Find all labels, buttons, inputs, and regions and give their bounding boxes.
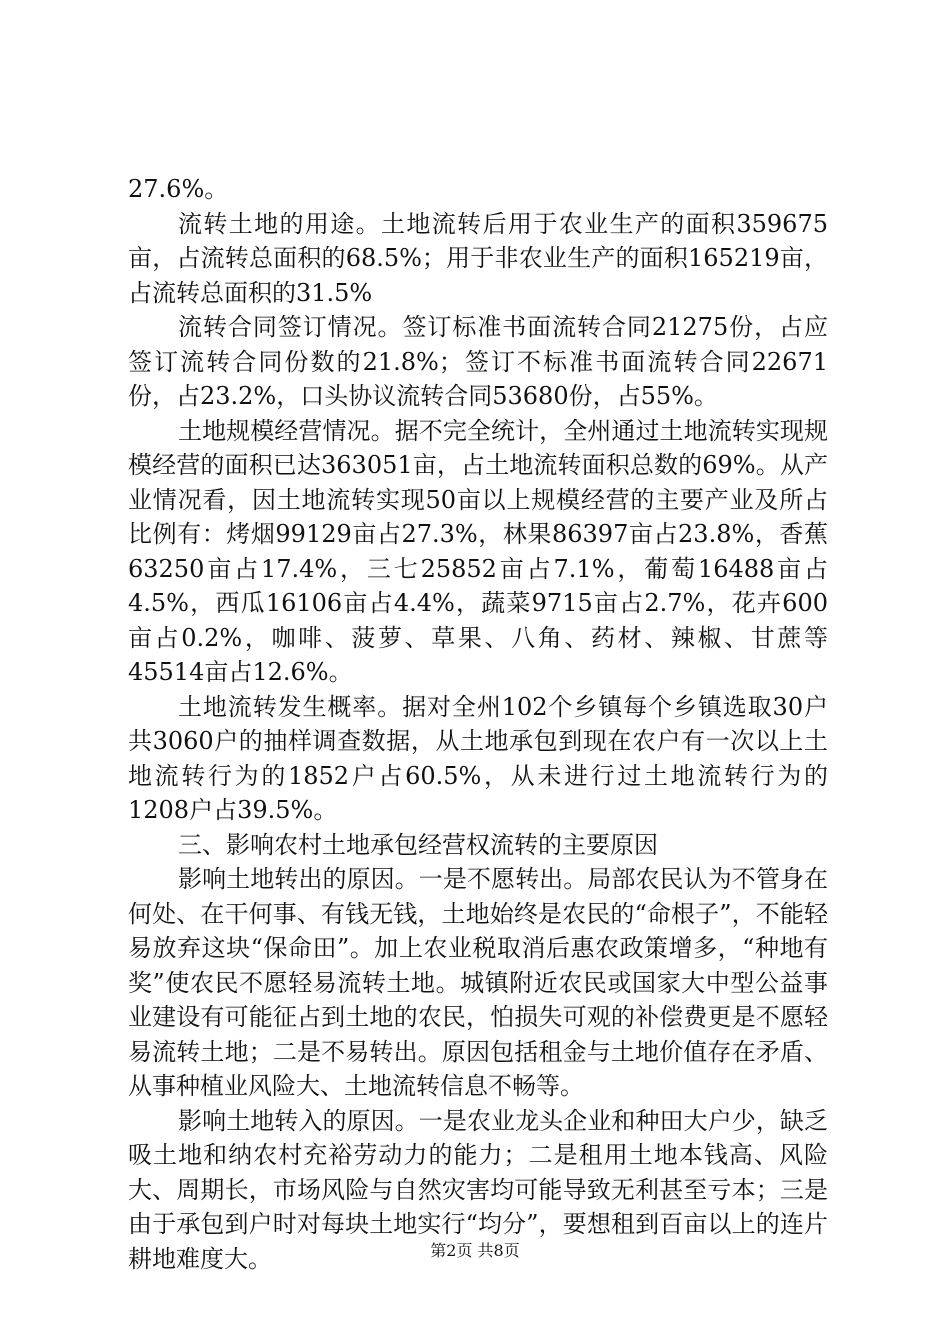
- paragraph-land-use: 流转土地的用途。土地流转后用于农业生产的面积359675亩，占流转总面积的68.5%；用于非农业生产的面积165219亩，占流转总面积的31.5%: [128, 209, 828, 307]
- paragraph-scale-operation: 土地规模经营情况。据不完全统计，全州通过土地流转实现规模经营的面积已达363051亩，占土地流转面积总数的69%。从产业情况看，因土地流转实现50亩以上规模经营的主要产业及所占比例有：烤烟99129亩占27.3%，林果86397亩占23.8%，香蕉63250亩占17.4%，三七25852亩占7.1%，葡萄16488亩占4.5%，西瓜16106亩占4.4%，蔬菜9715亩占2.7%，花卉600亩占0.2%，咖啡、菠萝、草果、八角、药材、辣椒、甘蔗等45514亩占12.6%。: [128, 416, 828, 686]
- paragraph-transfer-in-reasons: 影响土地转入的原因。一是农业龙头企业和种田大户少，缺乏吸土地和纳农村充裕劳动力的能力；二是租用土地本钱高、风险大、周期长，市场风险与自然灾害均可能导致无利甚至亏本；三是由于承包到户时对每块土地实行“均分”，要想租到百亩以上的连片耕地难度大。: [128, 1106, 828, 1273]
- paragraph-transfer-out-reasons: 影响土地转出的原因。一是不愿转出。局部农民认为不管身在何处、在干何事、有钱无钱，土地始终是农民的“命根子”，不能轻易放弃这块“保命田”。加上农业税取消后惠农政策增多，“种地有奖”使农民不愿轻易流转土地。城镇附近农民或国家大中型公益事业建设有可能征占到土地的农民，怕损失可观的补偿费更是不愿轻易流转土地；二是不易转出。原因包括租金与土地价值存在矛盾、从事种植业风险大、土地流转信息不畅等。: [128, 865, 828, 1100]
- paragraph-continuation: 27.6%。: [128, 175, 229, 203]
- document-body: [128, 172, 828, 1276]
- page-number-footer: 第2页 共8页: [430, 1241, 520, 1260]
- paragraph-contracts: 流转合同签订情况。签订标准书面流转合同21275份，占应签订流转合同份数的21.8%；签订不标准书面流转合同22671份，占23.2%，口头协议流转合同53680份，占55%。: [128, 313, 828, 410]
- paragraph-probability: 土地流转发生概率。据对全州102个乡镇每个乡镇选取30户共3060户的抽样调查数据，从土地承包到现在农户有一次以上土地流转行为的1852户占60.5%，从未进行过土地流转行为的1208户占39.5%。: [128, 692, 828, 824]
- section-heading: 三、影响农村土地承包经营权流转的主要原因: [178, 830, 658, 859]
